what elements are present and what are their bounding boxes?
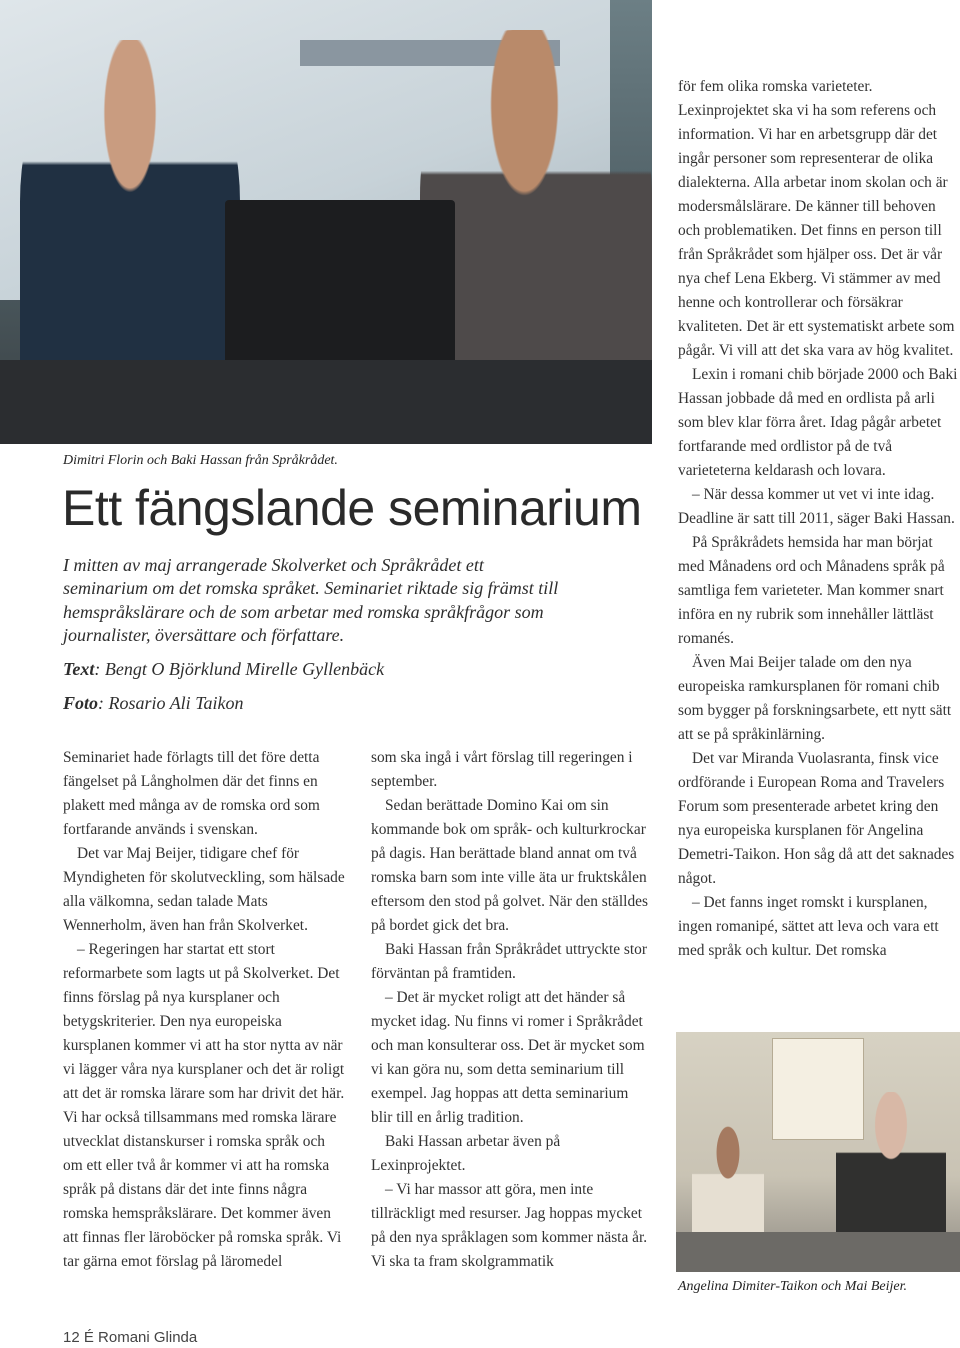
credit-photo-label: Foto bbox=[63, 693, 99, 713]
person-left bbox=[692, 1124, 764, 1234]
ingress: I mitten av maj arrangerade Skolverket och Språkrådet ett seminarium om det romska språket. Seminariet riktade sig främst till hemspråkslärare och de som arbetar med romska språkfrågor som journalister, översättare och författare. bbox=[63, 555, 559, 645]
podium bbox=[0, 360, 652, 444]
headline: Ett fängslande seminarium bbox=[62, 480, 642, 536]
paragraph: – Vi har massor att göra, men inte tillräckligt med resurser. Jag hoppas mycket på den nya språklagen som kommer nästa år. Vi ska ta fram skolgrammatik bbox=[371, 1181, 648, 1270]
photo-caption-top: Dimitri Florin och Baki Hassan från Språkrådet. bbox=[63, 453, 338, 468]
paragraph: Seminariet hade förlagts till det före detta fängelset på Långholmen där det finns en plakett med många av de romska ord som fortfarande används i svenskan. bbox=[63, 749, 320, 838]
credit-text-value: : Bengt O Björklund Mirelle Gyllenbäck bbox=[94, 659, 385, 679]
credit-photo bbox=[63, 692, 244, 714]
article-column-1 bbox=[63, 746, 345, 1274]
article-column-3 bbox=[678, 75, 960, 963]
photo-panel bbox=[676, 1032, 960, 1272]
credit-text bbox=[63, 658, 384, 680]
paragraph: Det var Maj Beijer, tidigare chef för Myndigheten för skolutveckling, som hälsade alla välkomna, sedan talade Mats Wennerholm, även han från Skolverket. bbox=[63, 845, 345, 934]
laptop bbox=[225, 200, 455, 370]
paragraph: för fem olika romska varieteter. Lexinprojektet ska vi ha som referens och information. Vi har en arbetsgrupp där det ingår personer som representerar de olika dialekterna. Alla arbetar inom skolan och är modersmålslärare. De känner till behoven och problematiken. Det finns en person till från Språkrådet som hjälper oss. Det är vår nya chef Lena Ekberg. Vi stämmer av med henne och kontrollerar och försäkrar kvaliteten. Det är ett systematiskt arbete som pågår. Vi vill att det ska vara av hög kvalitet. bbox=[678, 78, 955, 359]
person-right bbox=[836, 1092, 946, 1242]
paragraph: Baki Hassan från Språkrådet uttryckte stor förväntan på framtiden. bbox=[371, 941, 647, 982]
paragraph: – Det fanns inget romskt i kursplanen, ingen romanipé, sättet att leva och vara ett med språk och kultur. Det romska bbox=[678, 894, 939, 959]
page-footer: 12 É Romani Glinda bbox=[63, 1329, 198, 1346]
paragraph: – När dessa kommer ut vet vi inte idag. Deadline är satt till 2011, säger Baki Hassan. bbox=[678, 486, 955, 527]
paragraph: Sedan berättade Domino Kai om sin kommande bok om språk- och kulturkrockar på dagis. Han berättade bland annat om två romska barn som inte ville äta ur fruktskålen eftersom den stod på golvet. När den ställdes på bordet gick det bra. bbox=[371, 797, 648, 934]
paragraph: Lexin i romani chib började 2000 och Baki Hassan jobbade då med en ordlista på arli som blev klar förra året. Idag pågår arbetet fortfarande med ordlistor på de två varieteterna keldarash och lovara. bbox=[678, 366, 958, 479]
paragraph: som ska ingå i vårt förslag till regeringen i september. bbox=[371, 749, 633, 790]
paragraph: Det var Miranda Vuolasranta, finsk vice ordförande i European Roma and Travelers Forum som presenterade arbetet kring den nya europeiska kursplanen för Angelina Demetri-Taikon. Hon såg då att det saknades något. bbox=[678, 750, 955, 887]
paragraph: – Regeringen har startat ett stort reformarbete som lagts ut på Skolverket. Det finns förslag på nya kursplaner och betygskriterier. Den nya europeiska kursplanen kommer vi att ha stor nytta av när vi lägger våra nya kursplaner och det är roligt att det är romska lärare som har drivit det här. Vi har också tillsammans med romska lärare utvecklat distanskurser i romska språk och om ett eller två år kommer vi att ha romska språk på distans där det inte finns några romska hemspråkslärare. Det kommer även att finnas fler läroböcker på romska språk. Vi tar gärna emot förslag på läromedel bbox=[63, 941, 345, 1270]
credit-text-label: Text bbox=[63, 659, 95, 679]
paragraph: Baki Hassan arbetar även på Lexinprojektet. bbox=[371, 1133, 561, 1174]
photo-speakers bbox=[0, 0, 652, 444]
table bbox=[676, 1232, 960, 1272]
paragraph: – Det är mycket roligt att det händer så mycket idag. Nu finns vi romer i Språkrådet och man konsulterar oss. Det är mycket som vi kan göra nu, som detta seminarium till exempel. Jag hoppas att detta seminarium blir till en årlig tradition. bbox=[371, 989, 645, 1126]
paragraph: På Språkrådets hemsida har man börjat med Månadens ord och Månadens språk på samtliga fem varieteter. Man kommer snart införa en ny rubrik som innehåller lättläst romanés. bbox=[678, 534, 945, 647]
paragraph: Även Mai Beijer talade om den nya europeiska ramkursplanen för romani chib som bygger på forskningsarbete, ett nytt sätt att se på språkinlärning. bbox=[678, 654, 952, 743]
photo-caption-bottom: Angelina Dimiter-Taikon och Mai Beijer. bbox=[678, 1279, 908, 1294]
article-column-2 bbox=[371, 746, 653, 1274]
credit-photo-value: : Rosario Ali Taikon bbox=[98, 693, 244, 713]
